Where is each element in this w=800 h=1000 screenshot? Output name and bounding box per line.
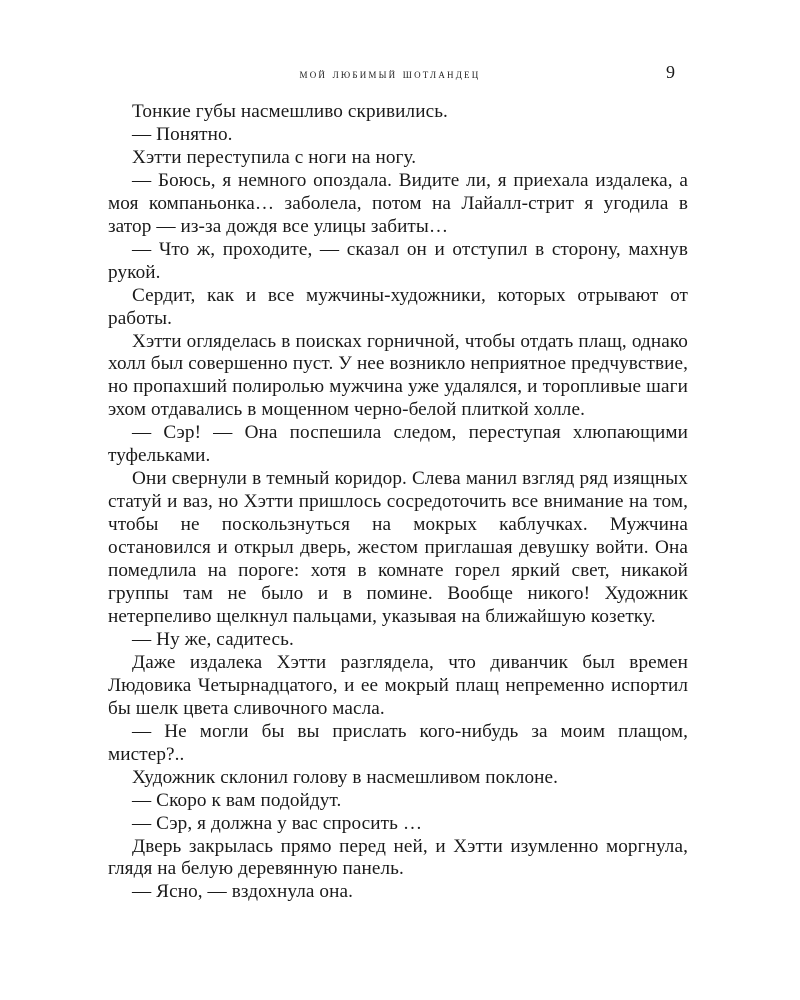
paragraph: — Боюсь, я немного опоздала. Видите ли, я приехала издалека, а моя компаньонка… заболела, потом на Лайалл-стрит я угодила в затор — из-за дождя все улицы забиты… bbox=[108, 169, 688, 237]
paragraph: Сердит, как и все мужчины-художники, которых отрывают от работы. bbox=[108, 284, 688, 329]
paragraph: — Ясно, — вздохнула она. bbox=[132, 881, 353, 903]
paragraph: — Сэр! — Она поспешила следом, переступая хлюпающими туфельками. bbox=[108, 422, 688, 467]
paragraph: — Сэр, я должна у вас спросить … bbox=[132, 812, 423, 834]
body-text bbox=[108, 101, 688, 904]
paragraph: Тонкие губы насмешливо скривились. bbox=[132, 101, 448, 122]
paragraph: — Понятно. bbox=[132, 123, 233, 145]
paragraph: Даже издалека Хэтти разглядела, что диванчик был времен Людовика Четырнадцатого, и ее мокрый плащ непременно испортил бы шелк цвета сливочного масла. bbox=[108, 651, 688, 719]
paragraph: — Ну же, садитесь. bbox=[132, 628, 294, 650]
paragraph: — Не могли бы вы прислать кого-нибудь за моим плащом, мистер?.. bbox=[108, 720, 688, 765]
paragraph: Хэтти переступила с ноги на ногу. bbox=[132, 146, 417, 168]
page-number: 9 bbox=[666, 62, 675, 82]
paragraph: Дверь закрылась прямо перед ней, и Хэтти изумленно моргнула, глядя на белую деревянную панель. bbox=[108, 835, 688, 880]
running-head-title: мой любимый шотландец bbox=[299, 66, 481, 81]
paragraph: Хэтти огляделась в поисках горничной, чтобы отдать плащ, однако холл был совершенно пуст. У нее возникло неприятное предчувствие, но пропахший полиролью мужчина уже удалялся, и торопливые шаги эхом отдавались в мощенном черно-белой плиткой холле. bbox=[108, 330, 688, 421]
paragraph: — Что ж, проходите, — сказал он и отступил в сторону, махнув рукой. bbox=[108, 238, 688, 283]
paragraph: Они свернули в темный коридор. Слева манил взгляд ряд изящных статуй и ваз, но Хэтти пришлось сосредоточить все внимание на том, чтобы не поскользнуться на мокрых каблучках. Мужчина остановился и открыл дверь, жестом приглашая девушку войти. Она помедлила на пороге: хотя в комнате горел яркий свет, никакой группы там не было и в помине. Вообще никого! Художник нетерпеливо щелкнул пальцами, указывая на ближайшую козетку. bbox=[108, 468, 688, 627]
paragraph: — Скоро к вам подойдут. bbox=[132, 789, 342, 811]
paragraph: Художник склонил голову в насмешливом поклоне. bbox=[132, 766, 559, 788]
